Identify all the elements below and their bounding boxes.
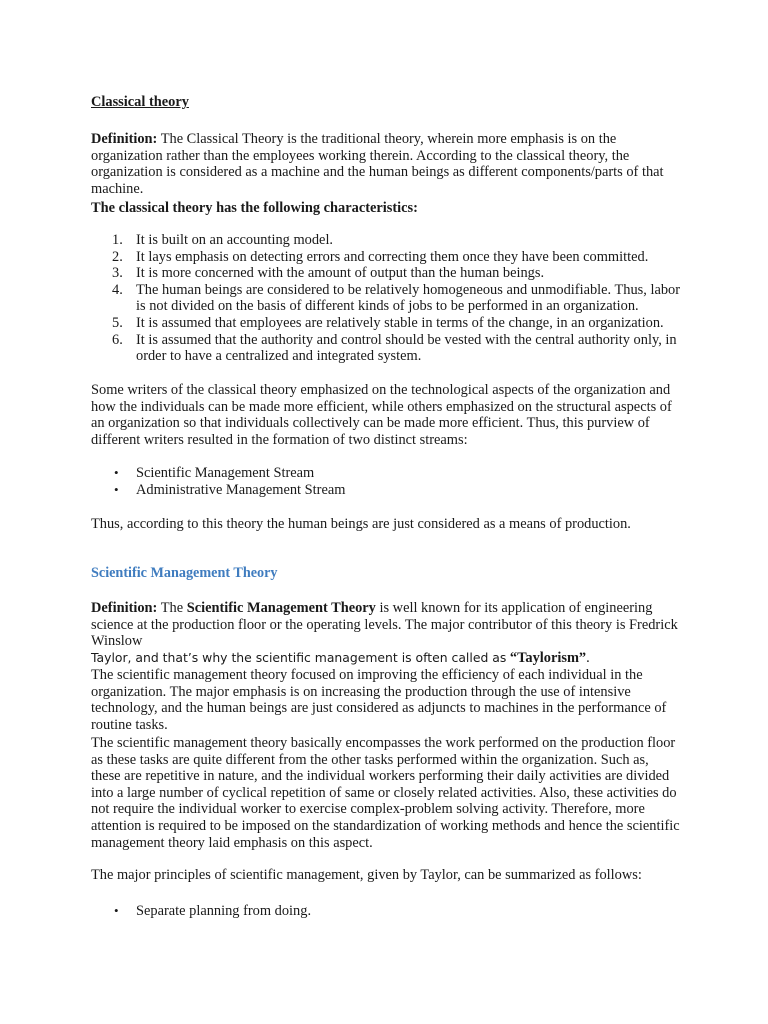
principles-intro: The major principles of scientific management, given by Taylor, can be summarized as follows: xyxy=(91,867,642,883)
list-item xyxy=(91,332,681,365)
definition-text: is well known for its application of engineering science at the production floor or the operating levels. The major contributor of this theory is Fredrick Winslow xyxy=(91,600,678,650)
characteristics-list xyxy=(91,232,681,365)
list-item xyxy=(91,315,681,332)
production-floor-paragraph: The scientific management theory basically encompasses the work performed on the production floor as these tasks are quite different from the other tasks performed within the organization. Such as, these are repetitive in nature, and the individual workers performing their daily activities are divided into a large number of cyclical repetition of same or closely related activities. Also, these activities do not require the individual worker to exercise complex-problem solving activity. Therefore, more attention is required to be imposed on the standardization of working methods and hence the scientific management theory laid emphasis on this aspect. xyxy=(91,735,680,851)
efficiency-paragraph: The scientific management theory focused on improving the efficiency of each individual in the organization. The major emphasis is on increasing the production through the use of intensive technology, and the human beings are just considered as adjuncts to machines in the performance of routine tasks. xyxy=(91,667,667,733)
scientific-definition xyxy=(91,600,681,666)
definition-label: Definition: xyxy=(91,600,158,616)
list-item-text: The human beings are considered to be relatively homogeneous and unmodifiable. Thus, labor is not divided on the basis of different kinds of jobs to be performed in an organization. xyxy=(136,281,681,315)
list-number: 4. xyxy=(112,281,123,298)
bullet-icon: • xyxy=(114,903,119,918)
list-item-text: It is assumed that employees are relatively stable in terms of the change, in an organization. xyxy=(136,314,664,331)
classical-definition xyxy=(91,131,681,197)
characteristics-heading: The classical theory has the following characteristics: xyxy=(91,200,418,216)
taylorism-term: “Taylorism” xyxy=(509,649,587,666)
section-heading-scientific-management: Scientific Management Theory xyxy=(91,565,278,581)
list-item xyxy=(91,465,681,482)
section-title-classical-theory: Classical theory xyxy=(91,94,189,110)
list-item xyxy=(91,249,681,266)
list-item xyxy=(91,282,681,315)
list-number: 6. xyxy=(112,331,123,348)
list-item-text: Separate planning from doing. xyxy=(136,903,312,919)
list-item-text: It is built on an accounting model. xyxy=(136,232,334,248)
list-item-text: It lays emphasis on detecting errors and correcting them once they have been committed. xyxy=(136,248,649,265)
list-item xyxy=(91,265,681,282)
conclusion-paragraph: Thus, according to this theory the human beings are just considered as a means of production. xyxy=(91,516,631,532)
definition-the: The xyxy=(160,600,184,616)
writers-paragraph: Some writers of the classical theory emphasized on the technological aspects of the organization and how the individuals can be made more efficient, while others emphasized on the structural aspects of an organization so that individuals collectively can be made more efficient. Thus, this purview of different writers resulted in the formation of two distinct streams: xyxy=(91,382,672,448)
bullet-icon: • xyxy=(114,465,119,480)
list-item xyxy=(91,482,681,499)
list-item-text: It is more concerned with the amount of output than the human beings. xyxy=(136,265,545,282)
streams-list xyxy=(91,465,681,498)
definition-text-line3: Taylor, and that’s why the scientific management is often called as xyxy=(91,649,507,665)
definition-end: . xyxy=(586,649,590,666)
list-item-text: It is assumed that the authority and control should be vested with the central authority only, in order to have a centralized and integrated system. xyxy=(136,331,677,365)
list-item-text: Scientific Management Stream xyxy=(136,465,315,481)
list-item xyxy=(91,903,681,920)
principles-list xyxy=(91,903,681,920)
definition-term: Scientific Management Theory xyxy=(186,600,376,616)
list-item xyxy=(91,232,681,249)
definition-label: Definition: xyxy=(91,131,158,147)
bullet-icon: • xyxy=(114,481,119,497)
list-number: 5. xyxy=(112,314,123,331)
list-number: 1. xyxy=(112,232,123,248)
definition-text: The Classical Theory is the traditional theory, wherein more emphasis is on the organization rather than the employees working therein. According to the classical theory, the organization is considered as a machine and the human beings as different components/parts of that machine. xyxy=(91,131,664,197)
list-number: 2. xyxy=(112,248,123,265)
list-number: 3. xyxy=(112,265,123,282)
list-item-text: Administrative Management Stream xyxy=(136,481,346,498)
